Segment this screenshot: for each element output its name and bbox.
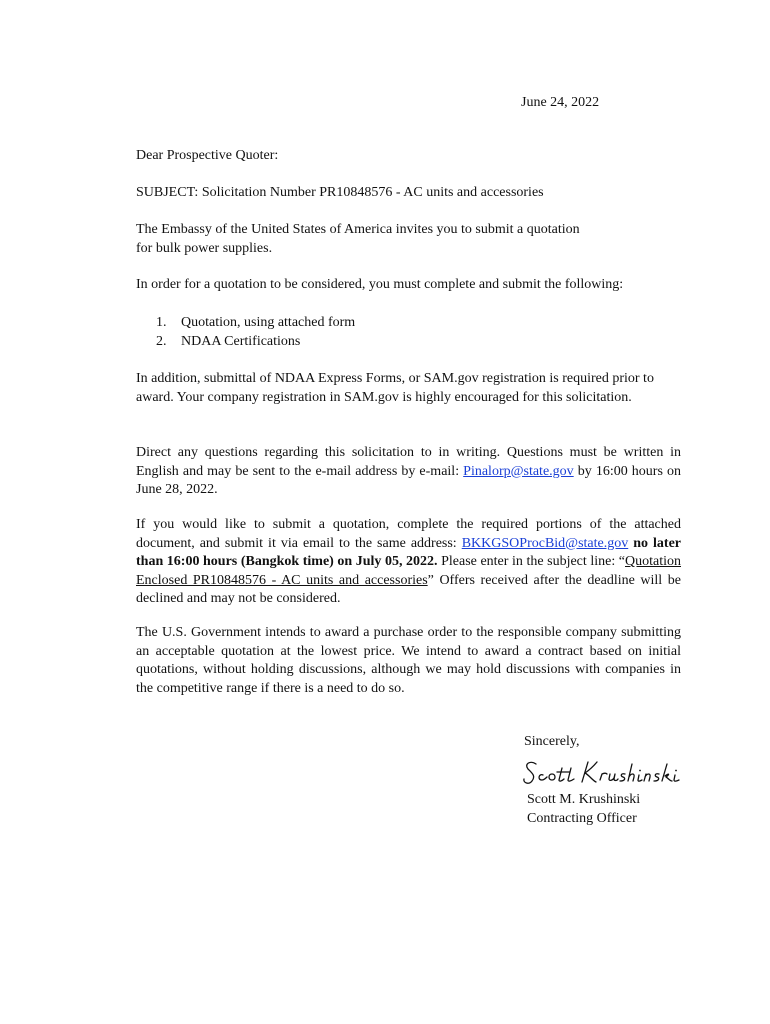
intro-line-2: for bulk power supplies. bbox=[136, 240, 273, 256]
requirements-list bbox=[156, 314, 355, 351]
submission-email-link[interactable]: BKKGSOProcBid@state.gov bbox=[461, 535, 629, 551]
award-intent-paragraph: The U.S. Government intends to award a purchase order to the responsible company submitting an acceptable quotation at the lowest price. We intend to award a contract based on initial quotations, without holding discussions, although we may hold discussions with companies in the competitive range if there is a need to do so. bbox=[136, 625, 681, 696]
required-subject-line: Quotation Enclosed PR10848576 - AC units and accessories bbox=[136, 554, 681, 588]
questions-deadline-text: by 16:00 hours on June 28, 2022. bbox=[136, 463, 682, 497]
questions-email-link[interactable]: Pinalorp@state.gov bbox=[463, 463, 574, 479]
submission-paragraph bbox=[136, 516, 681, 609]
list-item bbox=[156, 314, 355, 333]
salutation: Dear Prospective Quoter: bbox=[136, 148, 279, 163]
signer-name: Scott M. Krushinski bbox=[527, 792, 641, 807]
intro-paragraph bbox=[136, 221, 636, 258]
list-item-number: 1. bbox=[156, 315, 167, 330]
intro-line-1: The Embassy of the United States of America invites you to submit a quotation bbox=[136, 222, 580, 237]
signer-title: Contracting Officer bbox=[527, 811, 637, 826]
list-item-number: 2. bbox=[156, 333, 167, 349]
questions-text: Direct any questions regarding this solicitation to in writing. Questions must be written in English and may be sent to the e-mail address by e-mail: bbox=[136, 445, 681, 479]
subject-line: SUBJECT: Solicitation Number PR10848576 - AC units and accessories bbox=[136, 185, 544, 200]
list-item-text: NDAA Certifications bbox=[181, 333, 301, 349]
list-item bbox=[156, 333, 355, 352]
subject-instruction-text: Please enter in the subject line: “ bbox=[437, 554, 625, 569]
questions-paragraph bbox=[136, 444, 681, 500]
submission-text: If you would like to submit a quotation, complete the required portions of the attached document, and submit it via email to the same address: bbox=[136, 517, 681, 551]
sam-registration-paragraph: In addition, submittal of NDAA Express Forms, or SAM.gov registration is required prior to award. Your company registration in SAM.gov is highly encouraged for this solicitation. bbox=[136, 371, 654, 405]
submission-deadline: no later than 16:00 hours (Bangkok time) on July 05, 2022. bbox=[136, 535, 682, 569]
letter-date: June 24, 2022 bbox=[521, 95, 600, 110]
order-instruction: In order for a quotation to be considered, you must complete and submit the following: bbox=[136, 277, 624, 292]
handwritten-signature bbox=[522, 756, 692, 790]
list-item-text: Quotation, using attached form bbox=[181, 315, 356, 330]
closing: Sincerely, bbox=[524, 734, 580, 749]
late-offers-text: ” Offers received after the deadline will be declined and may not be considered. bbox=[136, 572, 681, 606]
